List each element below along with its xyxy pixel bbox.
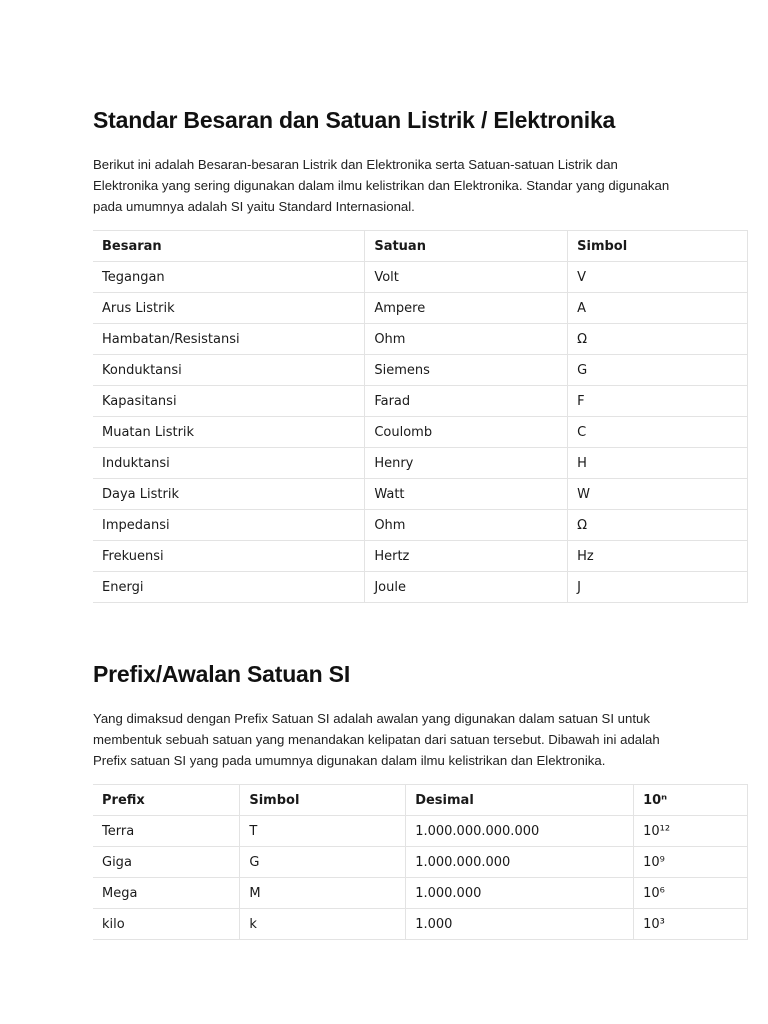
units-table-header-row xyxy=(93,231,748,262)
satuan-cell: Ohm xyxy=(365,324,568,355)
table-row xyxy=(93,572,748,603)
column-header-prefix: Prefix xyxy=(93,785,240,816)
document-page xyxy=(93,104,748,940)
simbol-cell: G xyxy=(568,355,748,386)
table-row xyxy=(93,479,748,510)
table-row xyxy=(93,909,748,940)
table-row xyxy=(93,262,748,293)
power-cell: 10³ xyxy=(634,909,748,940)
section1-intro: Berikut ini adalah Besaran-besaran Listrik dan Elektronika serta Satuan-satuan Listrik dan Elektronika yang sering digunakan dalam ilmu kelistrikan dan Elektronika. Standar yang digunakan pada umumnya adalah SI yaitu Standard Internasional. xyxy=(93,157,670,214)
besaran-cell: Muatan Listrik xyxy=(93,417,365,448)
prefix-cell: Mega xyxy=(93,878,240,909)
simbol-cell: k xyxy=(240,909,406,940)
simbol-cell: H xyxy=(568,448,748,479)
besaran-cell: Hambatan/Resistansi xyxy=(93,324,365,355)
satuan-cell: Ampere xyxy=(365,293,568,324)
section2-title: Prefix/Awalan Satuan SI xyxy=(93,661,351,687)
simbol-cell: T xyxy=(240,816,406,847)
column-header-simbol: Simbol xyxy=(568,231,748,262)
satuan-cell: Henry xyxy=(365,448,568,479)
besaran-cell: Daya Listrik xyxy=(93,479,365,510)
desimal-cell: 1.000.000.000.000 xyxy=(406,816,634,847)
column-header-besaran: Besaran xyxy=(93,231,365,262)
column-header-desimal: Desimal xyxy=(406,785,634,816)
table-row xyxy=(93,417,748,448)
column-header-simbol: Simbol xyxy=(240,785,406,816)
section1-title: Standar Besaran dan Satuan Listrik / Elektronika xyxy=(93,107,616,133)
units-table xyxy=(93,230,748,603)
satuan-cell: Volt xyxy=(365,262,568,293)
simbol-cell: F xyxy=(568,386,748,417)
prefix-cell: Giga xyxy=(93,847,240,878)
simbol-cell: W xyxy=(568,479,748,510)
simbol-cell: A xyxy=(568,293,748,324)
column-header-satuan: Satuan xyxy=(365,231,568,262)
table-row xyxy=(93,847,748,878)
desimal-cell: 1.000.000.000 xyxy=(406,847,634,878)
table-row xyxy=(93,510,748,541)
simbol-cell: Ω xyxy=(568,324,748,355)
table-row xyxy=(93,386,748,417)
table-row xyxy=(93,816,748,847)
power-cell: 10⁶ xyxy=(634,878,748,909)
simbol-cell: Hz xyxy=(568,541,748,572)
satuan-cell: Joule xyxy=(365,572,568,603)
table-row xyxy=(93,355,748,386)
simbol-cell: Ω xyxy=(568,510,748,541)
power-cell: 10¹² xyxy=(634,816,748,847)
simbol-cell: G xyxy=(240,847,406,878)
prefix-table xyxy=(93,784,748,940)
simbol-cell: V xyxy=(568,262,748,293)
besaran-cell: Induktansi xyxy=(93,448,365,479)
besaran-cell: Arus Listrik xyxy=(93,293,365,324)
satuan-cell: Farad xyxy=(365,386,568,417)
simbol-cell: C xyxy=(568,417,748,448)
satuan-cell: Siemens xyxy=(365,355,568,386)
besaran-cell: Frekuensi xyxy=(93,541,365,572)
prefix-cell: kilo xyxy=(93,909,240,940)
prefix-section xyxy=(93,658,748,940)
simbol-cell: M xyxy=(240,878,406,909)
table-row xyxy=(93,878,748,909)
power-cell: 10⁹ xyxy=(634,847,748,878)
besaran-cell: Impedansi xyxy=(93,510,365,541)
desimal-cell: 1.000 xyxy=(406,909,634,940)
besaran-cell: Konduktansi xyxy=(93,355,365,386)
satuan-cell: Watt xyxy=(365,479,568,510)
simbol-cell: J xyxy=(568,572,748,603)
satuan-cell: Coulomb xyxy=(365,417,568,448)
table-row xyxy=(93,293,748,324)
table-row xyxy=(93,448,748,479)
table-row xyxy=(93,541,748,572)
section2-intro: Yang dimaksud dengan Prefix Satuan SI adalah awalan yang digunakan dalam satuan SI untuk membentuk sebuah satuan yang menandakan kelipatan dari satuan tersebut. Dibawah ini adalah Prefix satuan SI yang pada umumnya digunakan dalam ilmu kelistrikan dan Elektronika. xyxy=(93,711,660,768)
column-header-power: 10ⁿ xyxy=(634,785,748,816)
prefix-table-header-row xyxy=(93,785,748,816)
table-row xyxy=(93,324,748,355)
besaran-cell: Tegangan xyxy=(93,262,365,293)
besaran-cell: Kapasitansi xyxy=(93,386,365,417)
satuan-cell: Hertz xyxy=(365,541,568,572)
desimal-cell: 1.000.000 xyxy=(406,878,634,909)
besaran-cell: Energi xyxy=(93,572,365,603)
satuan-cell: Ohm xyxy=(365,510,568,541)
prefix-cell: Terra xyxy=(93,816,240,847)
